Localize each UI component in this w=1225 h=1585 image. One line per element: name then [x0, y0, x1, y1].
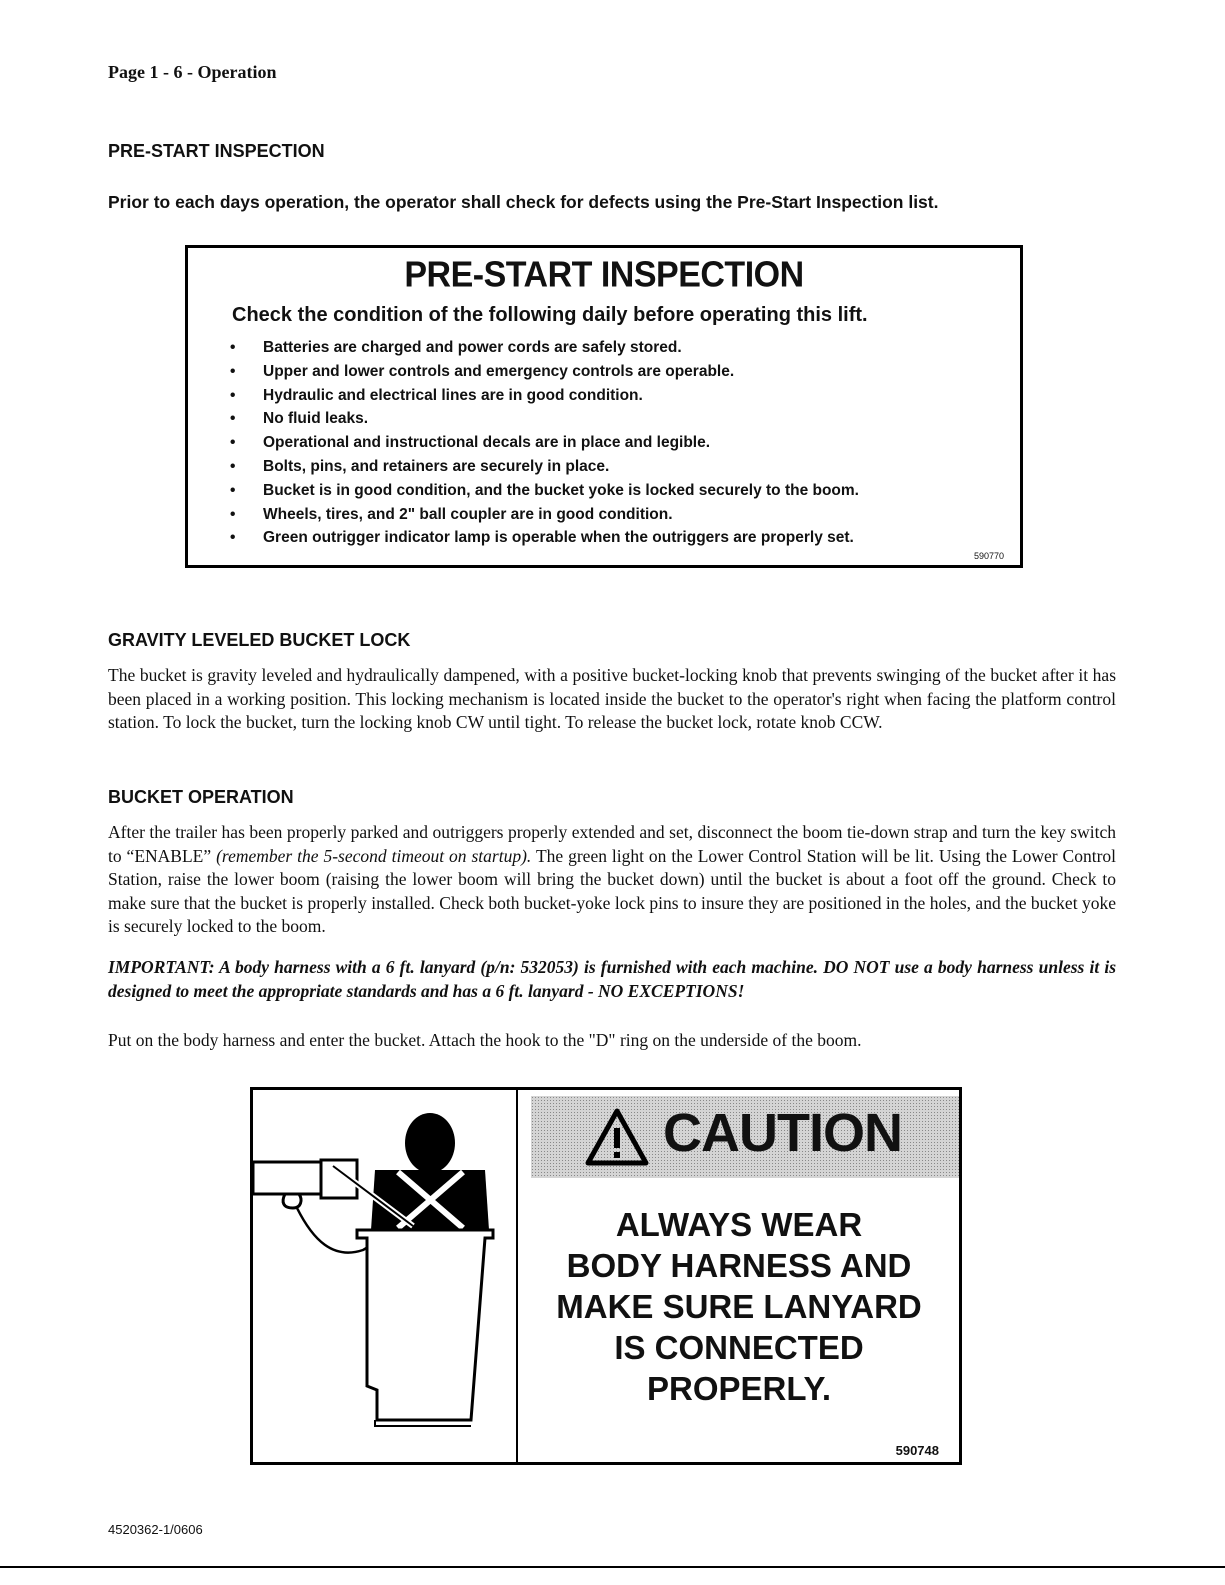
- checklist-item: • Upper and lower controls and emergency controls are operable.: [228, 360, 859, 384]
- bullet-icon: •: [230, 434, 236, 452]
- checklist-item: • No fluid leaks.: [228, 407, 859, 431]
- checklist-item: • Bolts, pins, and retainers are securely in place.: [228, 455, 859, 479]
- decal-subtitle: Check the condition of the following daily before operating this lift.: [232, 304, 868, 326]
- checklist-item: • Operational and instructional decals are in place and legible.: [228, 431, 859, 455]
- warning-line: BODY HARNESS AND: [566, 1247, 912, 1284]
- page-header: Page 1 - 6 - Operation: [108, 62, 277, 82]
- section-heading-bucket-operation: BUCKET OPERATION: [108, 787, 294, 807]
- checklist-item: • Wheels, tires, and 2" ball coupler are in good condition.: [228, 503, 859, 527]
- pre-start-inspection-decal: [185, 245, 1023, 568]
- section-heading-bucket-lock: GRAVITY LEVELED BUCKET LOCK: [108, 630, 411, 650]
- bullet-icon: •: [230, 410, 236, 428]
- bullet-icon: •: [230, 505, 236, 523]
- caution-label: CAUTION: [663, 1103, 902, 1163]
- important-notice: IMPORTANT: A body harness with a 6 ft. lanyard (p/n: 532053) is furnished with each machine. DO NOT use a body harness unless it is designed to meet the appropriate standards and has a 6 ft. lanyard - NO EXCEPTIONS!: [108, 957, 1116, 1001]
- harness-illustration: [253, 1090, 515, 1462]
- harness-instruction: Put on the body harness and enter the bucket. Attach the hook to the "D" ring on the underside of the boom.: [108, 1030, 862, 1050]
- inspection-checklist: [228, 336, 859, 550]
- bullet-icon: •: [230, 481, 236, 499]
- bullet-icon: •: [230, 386, 236, 404]
- checklist-item: • Hydraulic and electrical lines are in good condition.: [228, 384, 859, 408]
- warning-triangle-icon: [585, 1108, 649, 1166]
- bullet-icon: •: [230, 457, 236, 475]
- caution-harness-decal: [250, 1087, 962, 1465]
- bucket-operation-paragraph: After the trailer has been properly parked and outriggers properly extended and set, disconnect the boom tie-down strap and turn the key switch to “ENABLE” (remember the 5-second timeout on startup). The green light on the Lower Control Station will be lit. Using the Lower Control Station, raise the lower boom (raising the lower boom will bring the bucket down) until the bucket is about a foot off the ground. Check to make sure that the bucket is properly installed. Check both bucket-yoke lock pins to insure they are positioned in the holes, and the bucket yoke is securely locked to the boom.: [108, 822, 1117, 936]
- checklist-item: • Bucket is in good condition, and the bucket yoke is locked securely to the boom.: [228, 479, 859, 503]
- decal-part-number: 590748: [895, 1443, 939, 1458]
- warning-line: PROPERLY.: [646, 1370, 831, 1407]
- timeout-note: (remember the 5-second timeout on startup).: [216, 845, 532, 866]
- checklist-item: • Batteries are charged and power cords are safely stored.: [228, 336, 859, 360]
- warning-line: ALWAYS WEAR: [615, 1206, 863, 1243]
- caution-banner: [531, 1096, 959, 1178]
- bullet-icon: •: [230, 362, 236, 380]
- bucket-lock-paragraph: The bucket is gravity leveled and hydraulically dampened, with a positive bucket-locking knob that prevents swinging of the bucket after it has been placed in a working position. This locking mechanism is located inside the bucket to the operator's right when facing the platform control station. To lock the bucket, turn the locking knob CW until tight. To release the bucket lock, rotate knob CCW.: [108, 665, 1116, 732]
- decal-title: PRE-START INSPECTION: [404, 255, 804, 295]
- checklist-item: • Green outrigger indicator lamp is operable when the outriggers are properly set.: [228, 526, 859, 550]
- bullet-icon: •: [230, 339, 236, 356]
- bullet-icon: •: [230, 529, 236, 547]
- pre-start-intro: Prior to each days operation, the operator shall check for defects using the Pre-Start Inspection list.: [108, 192, 939, 212]
- decal-part-number: 590770: [973, 551, 1004, 561]
- document-number: 4520362-1/0606: [108, 1522, 203, 1537]
- harness-warning-text: [519, 1204, 959, 1409]
- warning-line: IS CONNECTED: [614, 1329, 864, 1366]
- decal-divider: [516, 1090, 518, 1462]
- section-heading-pre-start: PRE-START INSPECTION: [108, 141, 325, 161]
- warning-line: MAKE SURE LANYARD: [556, 1288, 922, 1325]
- page-bottom-rule: [0, 1566, 1225, 1568]
